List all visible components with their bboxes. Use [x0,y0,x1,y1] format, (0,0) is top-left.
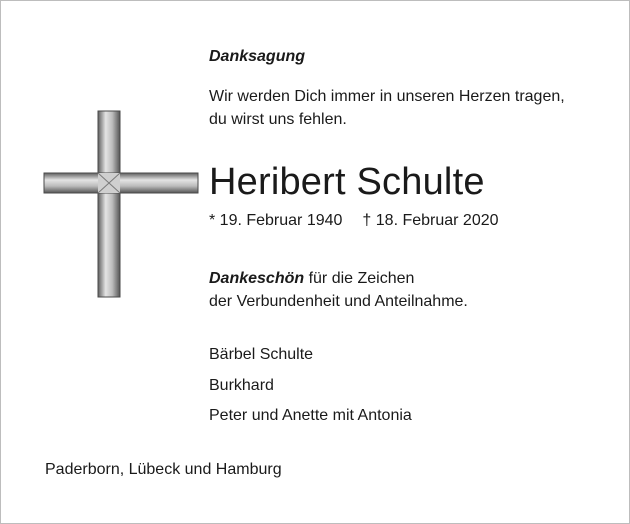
signer: Burkhard [209,377,274,394]
thanks-line [209,267,468,290]
thanks-text [209,267,468,313]
birth-date: * 19. Februar 1940 [209,212,343,229]
thanks-rest: für die Zeichen [304,270,415,287]
verse-line: Wir werden Dich immer in unseren Herzen tragen, [209,88,565,105]
death-date: † 18. Februar 2020 [362,212,499,229]
cross-icon [41,109,201,299]
life-dates [209,209,499,232]
heading-danksagung: Danksagung [209,48,306,65]
deceased-name: Heribert Schulte [209,161,485,203]
thanks-word: Dankeschön [209,270,305,287]
signer: Bärbel Schulte [209,346,314,363]
thanks-line: der Verbundenheit und Anteilnahme. [209,293,468,310]
places: Paderborn, Lübeck und Hamburg [45,461,282,478]
signer: Peter und Anette mit Antonia [209,407,412,424]
verse-line: du wirst uns fehlen. [209,111,347,128]
verse [209,85,565,131]
